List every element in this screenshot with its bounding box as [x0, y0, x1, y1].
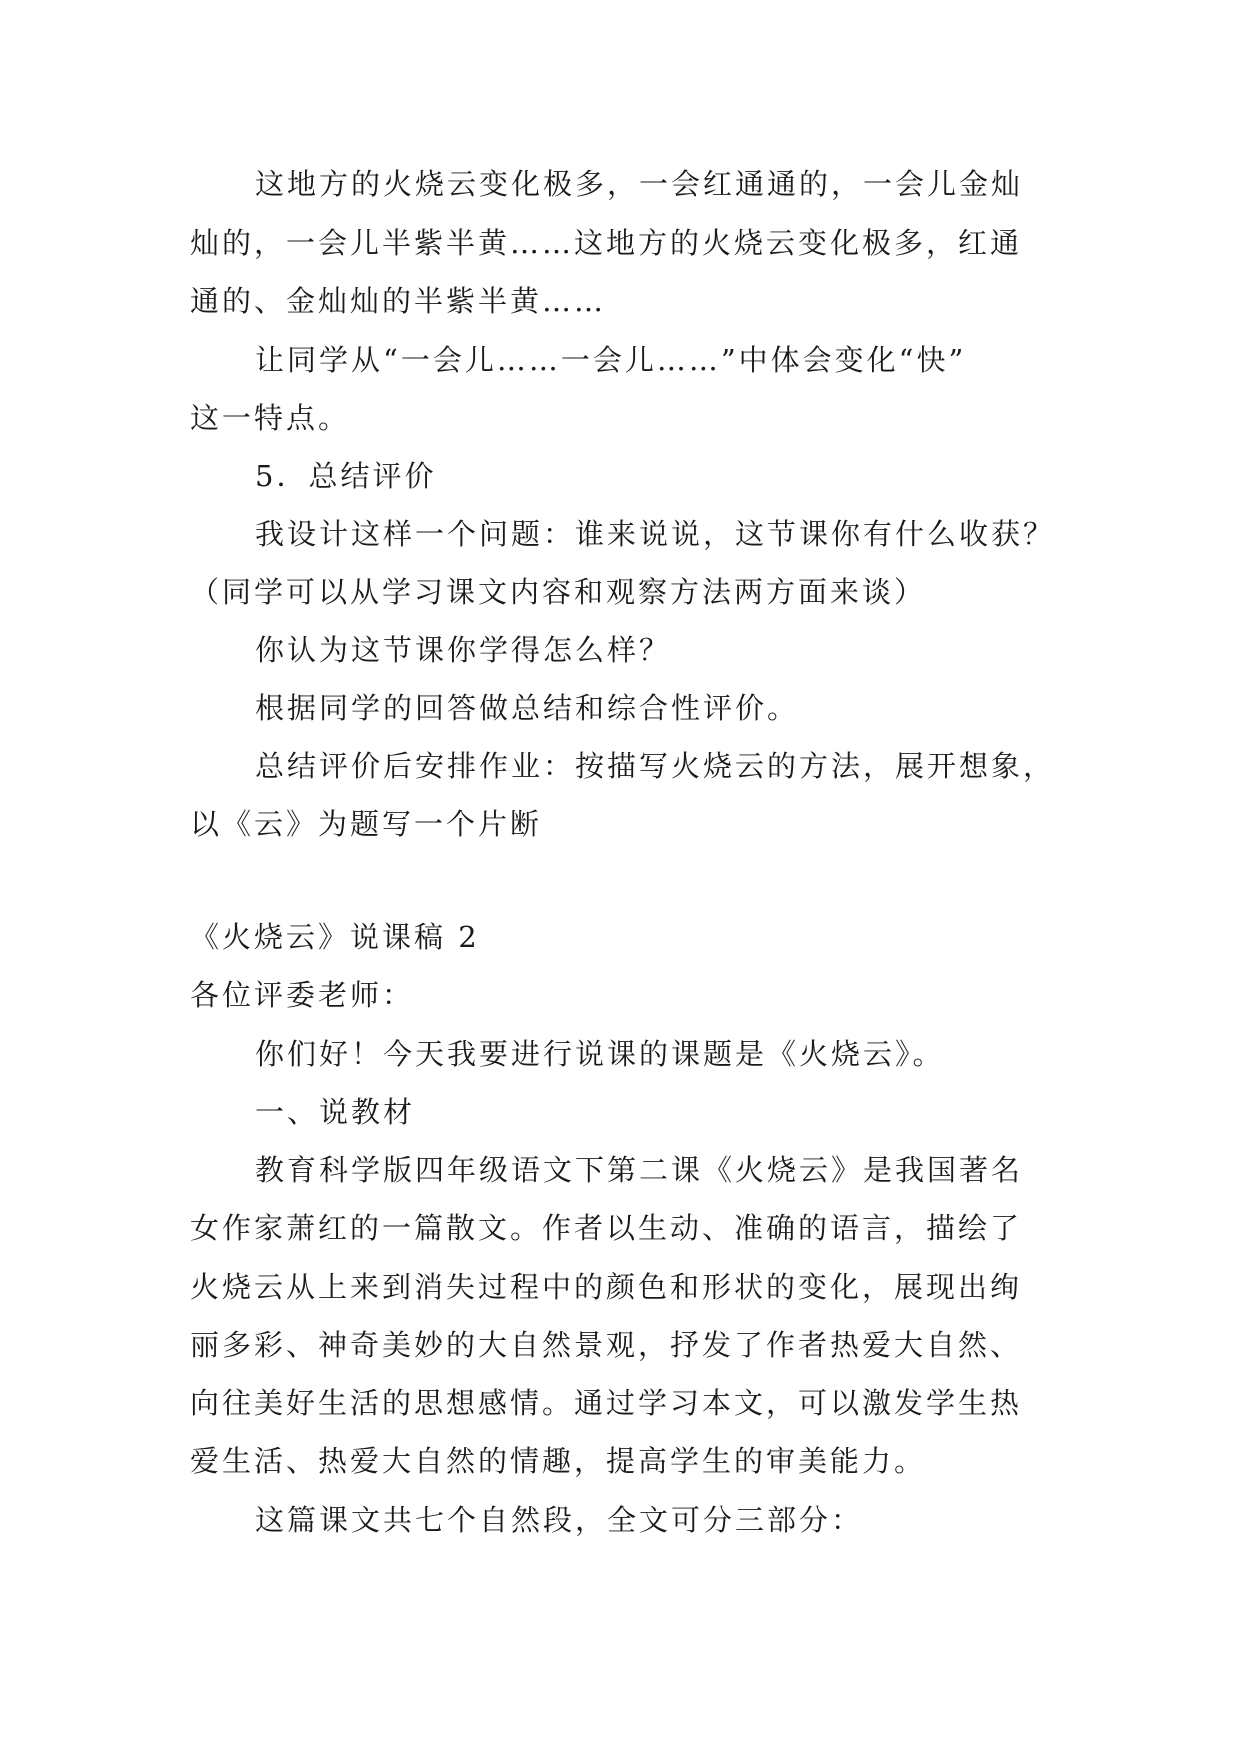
paragraph-line: 丽多彩、神奇美妙的大自然景观，抒发了作者热爱大自然、 [190, 1328, 1023, 1362]
document-title: 《火烧云》说课稿 2 [190, 920, 480, 954]
paragraph-line: 总结评价后安排作业：按描写火烧云的方法，展开想象， [255, 749, 1056, 783]
section-heading: 一、说教材 [255, 1095, 416, 1129]
paragraph-line: 向往美好生活的思想感情。通过学习本文，可以激发学生热 [190, 1386, 1023, 1420]
paragraph-line: 爱生活、热爱大自然的情趣，提高学生的审美能力。 [190, 1444, 927, 1478]
section-heading: 5．总结评价 [255, 459, 437, 493]
paragraph-line: 火烧云从上来到消失过程中的颜色和形状的变化，展现出绚 [190, 1270, 1023, 1304]
paragraph-line: 你们好！今天我要进行说课的课题是《火烧云》。 [255, 1037, 945, 1071]
paragraph-line: 通的、金灿灿的半紫半黄…… [190, 284, 607, 318]
paragraph-line: 让同学从“一会儿……一会儿……”中体会变化“快” [255, 343, 967, 377]
paragraph-line: 以《云》为题写一个片断 [190, 807, 543, 841]
paragraph-line: 这一特点。 [190, 401, 351, 435]
salutation: 各位评委老师： [190, 978, 415, 1012]
paragraph-line: 这篇课文共七个自然段，全文可分三部分： [255, 1503, 864, 1537]
paragraph-line: 根据同学的回答做总结和综合性评价。 [255, 691, 800, 725]
paragraph-line: 教育科学版四年级语文下第二课《火烧云》是我国著名 [255, 1153, 1024, 1187]
paragraph-line: 我设计这样一个问题：谁来说说，这节课你有什么收获？ [255, 517, 1056, 551]
paragraph-line: 你认为这节课你学得怎么样？ [255, 633, 672, 667]
paragraph-line: 女作家萧红的一篇散文。作者以生动、准确的语言，描绘了 [190, 1211, 1023, 1245]
paragraph-line: 灿的，一会儿半紫半黄……这地方的火烧云变化极多，红通 [190, 226, 1023, 260]
paragraph-line: （同学可以从学习课文内容和观察方法两方面来谈） [190, 575, 927, 609]
paragraph-line: 这地方的火烧云变化极多，一会红通通的，一会儿金灿 [255, 167, 1024, 201]
